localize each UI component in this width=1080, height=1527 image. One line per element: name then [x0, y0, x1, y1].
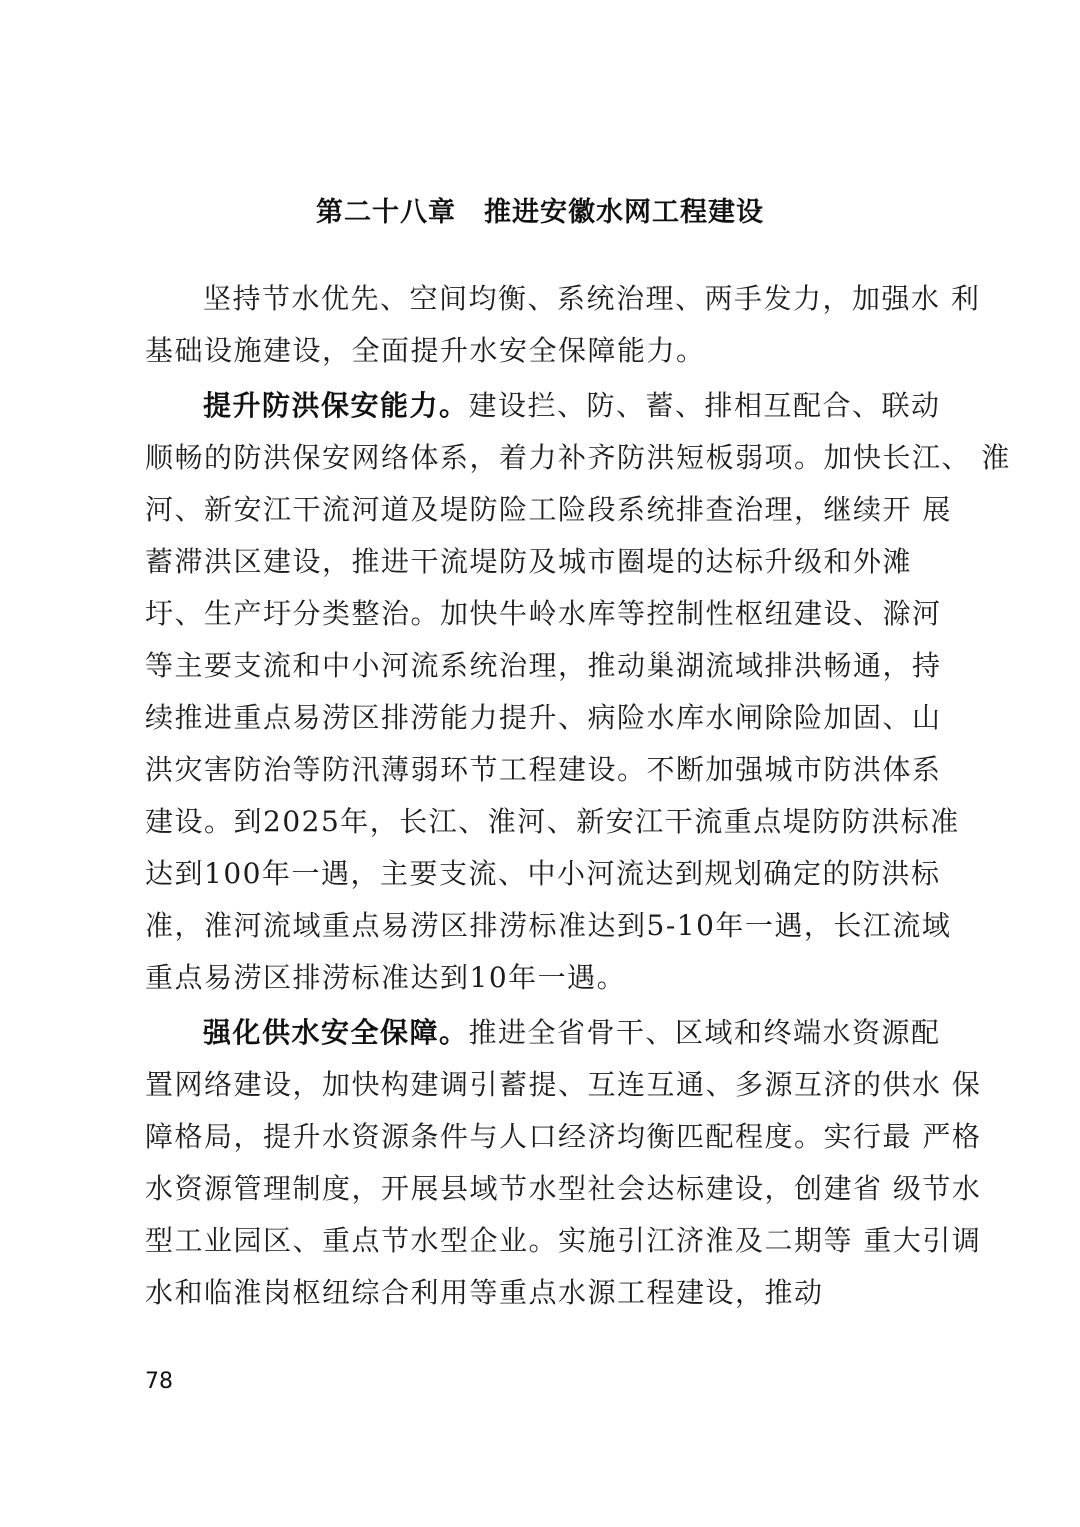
section-supply-line: 障格局，提升水资源条件与人口经济均衡匹配程度。实行最 严格: [145, 1120, 982, 1153]
intro-line-2: 基础设施建设，全面提升水安全保障能力。: [145, 334, 706, 367]
section-flood-line: 等主要支流和中小河流系统治理，推动巢湖流域排洪畅通，持: [145, 649, 942, 682]
section-flood-heading: 提升防洪保安能力。: [203, 389, 469, 422]
section-supply-line: 水和临淮岗枢纽综合利用等重点水源工程建设，推动: [145, 1276, 824, 1309]
section-flood-line: 蓄滞洪区建设，推进干流堤防及城市圈堤的达标升级和外滩: [145, 545, 913, 578]
section-flood-line: 顺畅的防洪保安网络体系，着力补齐防洪短板弱项。加快长江、 淮: [145, 441, 1011, 474]
section-supply-first-line: [203, 1013, 1003, 1053]
section-flood-line: 圩、生产圩分类整治。加快牛岭水库等控制性枢纽建设、滁河: [145, 597, 942, 630]
section-flood-line: 建设。到2025年，长江、淮河、新安江干流重点堤防防洪标准: [145, 805, 960, 838]
section-flood-line: 续推进重点易涝区排涝能力提升、病险水库水闸除险加固、山: [145, 701, 942, 734]
section-flood-line: 准，淮河流域重点易涝区排涝标准达到5-10年一遇，长江流域: [145, 909, 952, 942]
section-supply-heading: 强化供水安全保障。: [203, 1016, 469, 1049]
section-flood-line: 重点易涝区排涝标准达到10年一遇。: [145, 961, 627, 994]
section-flood-first-text: 建设拦、防、蓄、排相互配合、联动: [468, 389, 941, 422]
section-supply-line: 型工业园区、重点节水型企业。实施引江济淮及二期等 重大引调: [145, 1224, 982, 1257]
section-supply-line: 置网络建设，加快构建调引蓄提、互连互通、多源互济的供水 保: [145, 1068, 982, 1101]
section-supply-line: 水资源管理制度，开展县域节水型社会达标建设，创建省 级节水: [145, 1172, 982, 1205]
section-flood-line: 河、新安江干流河道及堤防险工险段系统排查治理，继续开 展: [145, 493, 952, 526]
intro-line-1: 坚持节水优先、空间均衡、系统治理、两手发力，加强水 利: [203, 282, 981, 315]
chapter-title: 第二十八章 推进安徽水网工程建设: [316, 197, 764, 228]
section-flood-line: 洪灾害防治等防汛薄弱环节工程建设。不断加强城市防洪体系: [145, 753, 942, 786]
section-flood-line: 达到100年一遇，主要支流、中小河流达到规划确定的防洪标: [145, 857, 941, 890]
section-flood-first-line: [203, 386, 1003, 426]
page-number: 78: [145, 1369, 173, 1394]
section-supply-first-text: 推进全省骨干、区域和终端水资源配: [468, 1016, 941, 1049]
